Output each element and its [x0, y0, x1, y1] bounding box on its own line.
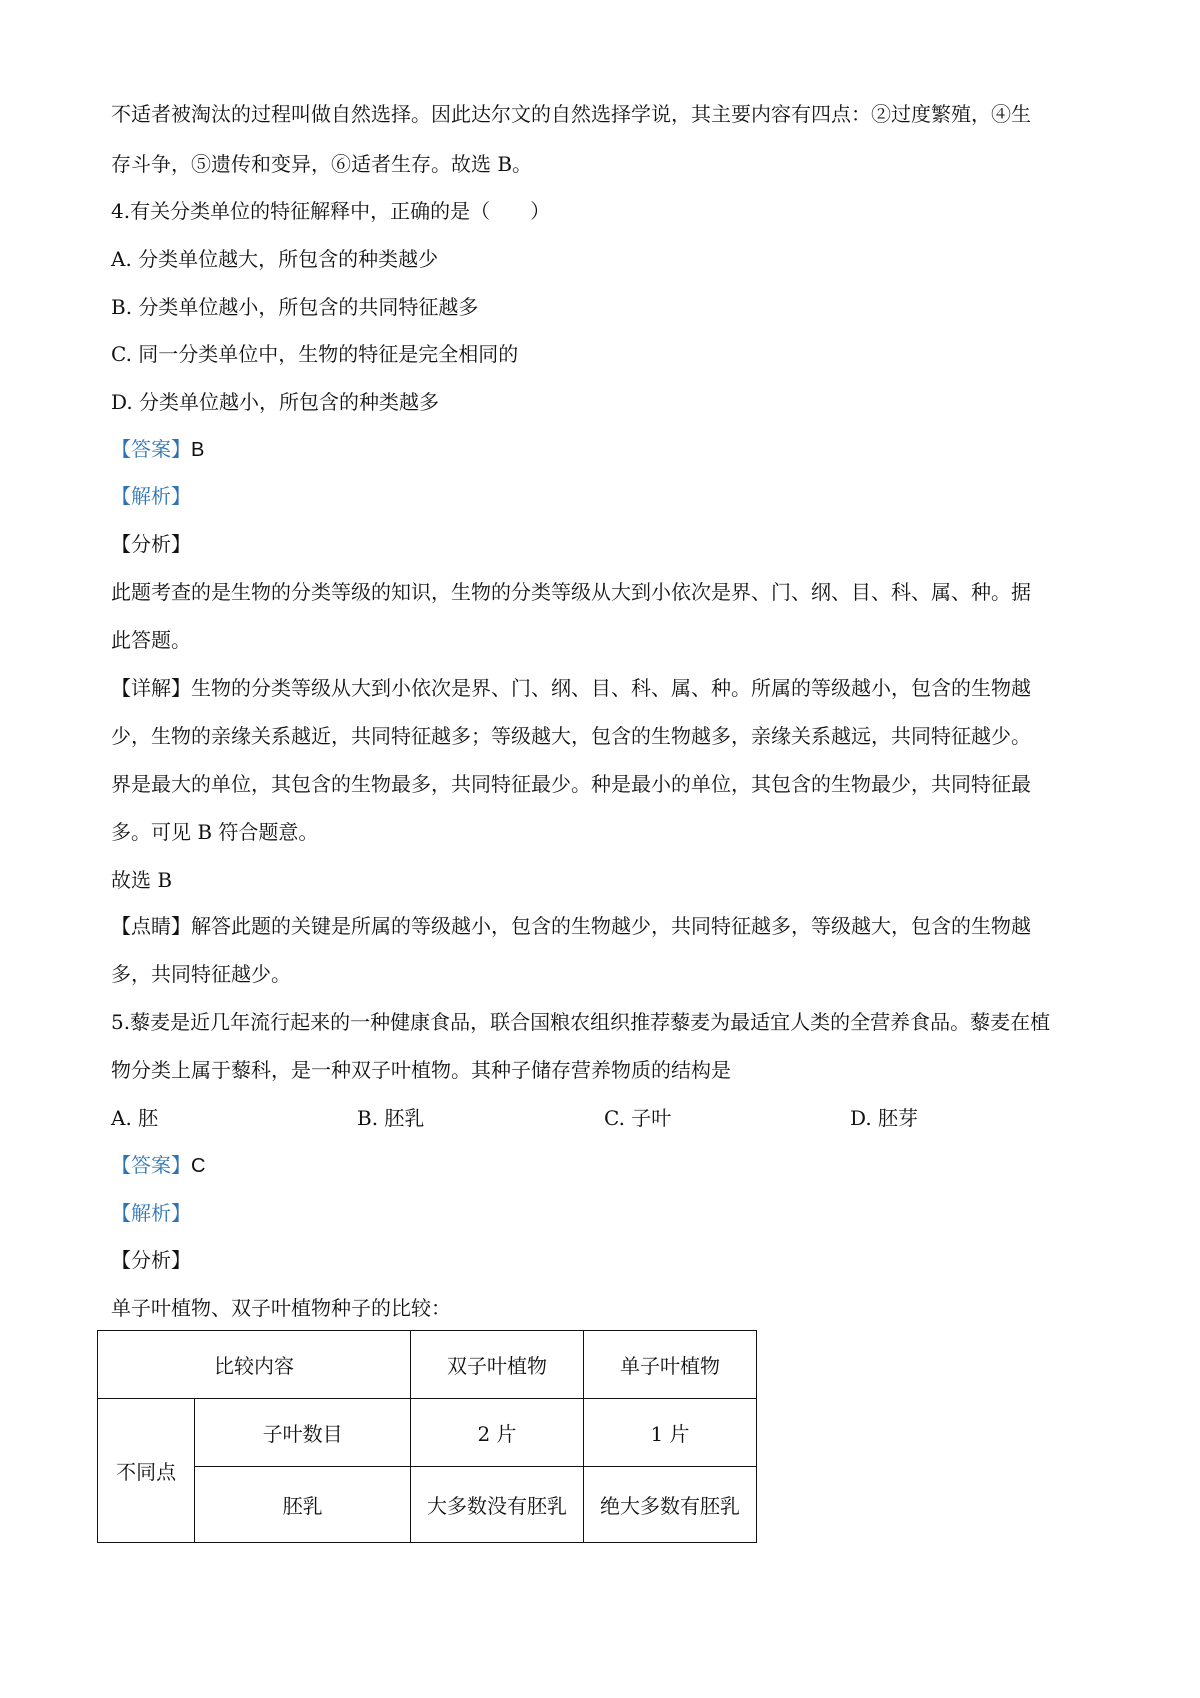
prev-answer-line-1: 不适者被淘汰的过程叫做自然选择。因此达尔文的自然选择学说，其主要内容有四点：②过度繁殖，④生 — [111, 102, 1031, 126]
q4-fenxi-line-1: 此题考查的是生物的分类等级的知识，生物的分类等级从大到小依次是界、门、纲、目、科、属、种。据 — [111, 580, 1031, 604]
q4-detail-line-4: 多。可见 B 符合题意。 — [111, 820, 319, 844]
q5-analysis-label: 【解析】 — [111, 1201, 191, 1225]
q4-option-b: B. 分类单位越小，所包含的共同特征越多 — [111, 295, 479, 319]
table-header-cell: 比较内容 — [98, 1331, 411, 1399]
q4-option-c: C. 同一分类单位中，生物的特征是完全相同的 — [111, 342, 519, 366]
table-cell: 2 片 — [411, 1399, 584, 1467]
q4-answer — [111, 435, 204, 464]
table-cell: 绝大多数有胚乳 — [584, 1467, 757, 1543]
q4-dianjing-line-2: 多，共同特征越少。 — [111, 962, 291, 986]
prev-answer-line-2: 存斗争，⑤遗传和变异，⑥适者生存。故选 B。 — [111, 152, 533, 176]
q4-answer-value: B — [191, 439, 205, 461]
q5-fenxi-label: 【分析】 — [111, 1248, 191, 1272]
q4-dianjing-line-1: 【点睛】解答此题的关键是所属的等级越小，包含的生物越少，共同特征越多，等级越大，包含的生物越 — [111, 914, 1031, 938]
q5-option-b: B. 胚乳 — [357, 1106, 425, 1130]
table-row — [98, 1467, 757, 1543]
q4-option-a: A. 分类单位越大，所包含的种类越少 — [111, 247, 439, 271]
q5-answer — [111, 1151, 205, 1180]
q4-fenxi-label: 【分析】 — [111, 532, 191, 556]
table-header-row — [98, 1331, 757, 1399]
q5-option-c: C. 子叶 — [604, 1106, 672, 1130]
q4-stem: 4.有关分类单位的特征解释中，正确的是（ ） — [111, 199, 551, 223]
seed-comparison-table — [97, 1330, 757, 1543]
q5-stem-line-1: 5.藜麦是近几年流行起来的一种健康食品，联合国粮农组织推荐藜麦为最适宜人类的全营养食品。藜麦在植 — [111, 1010, 1051, 1034]
q4-answer-label: 【答案】 — [111, 437, 191, 461]
q4-detail-line-1: 【详解】生物的分类等级从大到小依次是界、门、纲、目、科、属、种。所属的等级越小，包含的生物越 — [111, 676, 1031, 700]
table-row — [98, 1399, 757, 1467]
q4-analysis-label: 【解析】 — [111, 484, 191, 508]
table-cell: 大多数没有胚乳 — [411, 1467, 584, 1543]
q4-detail-line-3: 界是最大的单位，其包含的生物最多，共同特征最少。种是最小的单位，其包含的生物最少，共同特征最 — [111, 772, 1031, 796]
q5-option-d: D. 胚芽 — [850, 1106, 919, 1130]
table-group-label: 不同点 — [98, 1399, 195, 1543]
q5-option-a: A. 胚 — [111, 1106, 159, 1130]
q4-option-d: D. 分类单位越小，所包含的种类越多 — [111, 390, 440, 414]
q5-answer-value: C — [191, 1155, 206, 1177]
q5-stem-line-2: 物分类上属于藜科，是一种双子叶植物。其种子储存营养物质的结构是 — [111, 1058, 731, 1082]
q4-fenxi-line-2: 此答题。 — [111, 628, 191, 652]
table-header-cell: 单子叶植物 — [584, 1331, 757, 1399]
q4-choose: 故选 B — [111, 868, 173, 892]
q5-answer-label: 【答案】 — [111, 1153, 191, 1177]
table-cell: 胚乳 — [195, 1467, 411, 1543]
table-cell: 子叶数目 — [195, 1399, 411, 1467]
q5-compare-intro: 单子叶植物、双子叶植物种子的比较： — [111, 1296, 451, 1320]
table-header-cell: 双子叶植物 — [411, 1331, 584, 1399]
table-cell: 1 片 — [584, 1399, 757, 1467]
q4-detail-line-2: 少，生物的亲缘关系越近，共同特征越多；等级越大，包含的生物越多，亲缘关系越远，共同特征越少。 — [111, 724, 1031, 748]
